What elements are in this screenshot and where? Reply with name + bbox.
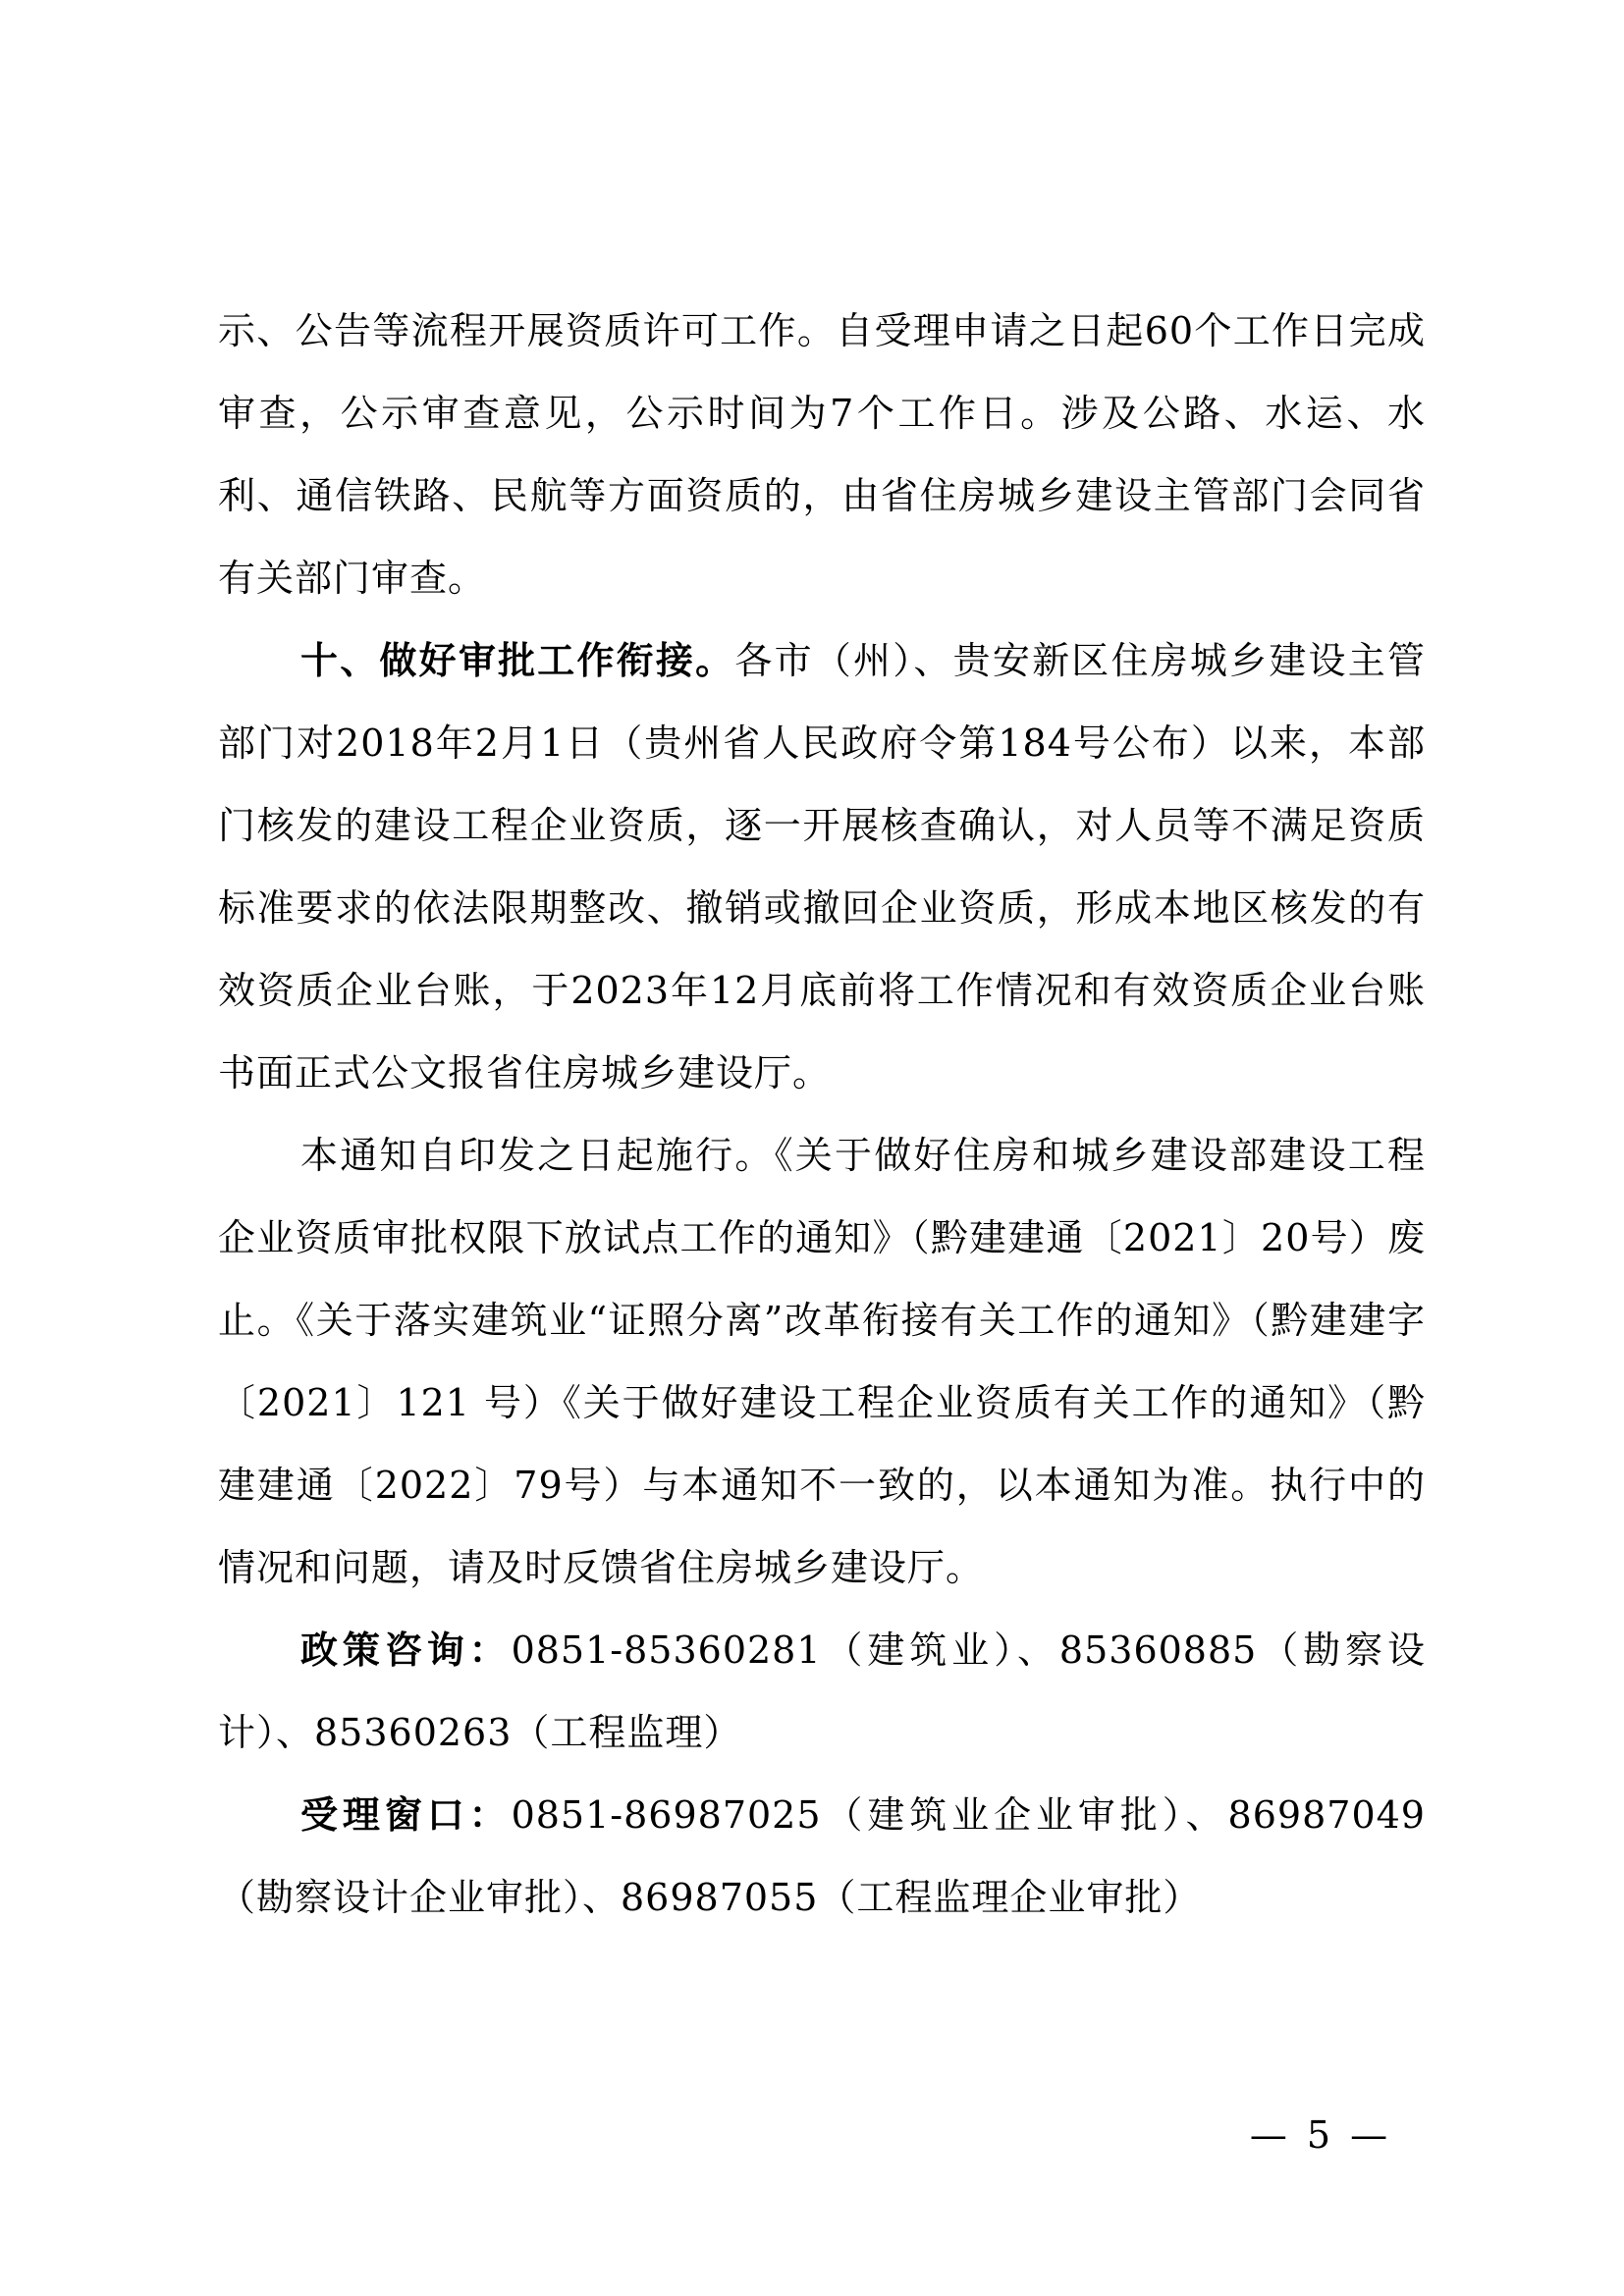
paragraph-approval-handover [218,619,1426,1114]
section-heading-ten: 十、做好审批工作衔接。 [300,639,735,682]
policy-consultation-phones: 0851-85360281（建筑业）、85360885（勘察设计）、85360263（工程监理） [218,1629,1426,1754]
paragraph-policy-consultation [218,1609,1426,1774]
page-number: — 5 — [1249,2113,1392,2157]
paragraph-effective-date: 本通知自印发之日起施行。《关于做好住房和城乡建设部建设工程企业资质审批权限下放试点工作的通知》（黔建建通〔2021〕20号）废止。《关于落实建筑业“证照分离”改革衔接有关工作的通知》（黔建建字〔2021〕121 号）《关于做好建设工程企业资质有关工作的通知》（黔建建通〔2022〕79号）与本通知不一致的，以本通知为准。执行中的情况和问题，请及时反馈省住房城乡建设厅。 [218,1134,1426,1589]
paragraph-continuation: 示、公告等流程开展资质许可工作。自受理申请之日起60个工作日完成审查，公示审查意见，公示时间为7个工作日。涉及公路、水运、水利、通信铁路、民航等方面资质的，由省住房城乡建设主管部门会同省有关部门审查。 [218,309,1426,600]
document-body [218,290,1426,1939]
paragraph-acceptance-window [218,1774,1426,1939]
policy-consultation-label: 政策咨询： [300,1629,512,1672]
acceptance-window-phones: 0851-86987025（建筑业企业审批）、86987049（勘察设计企业审批）、86987055（工程监理企业审批） [218,1793,1426,1919]
acceptance-window-label: 受理窗口： [300,1793,512,1837]
paragraph-approval-handover-text: 各市（州）、贵安新区住房城乡建设主管部门对2018年2月1日（贵州省人民政府令第184号公布）以来，本部门核发的建设工程企业资质，逐一开展核查确认，对人员等不满足资质标准要求的依法限期整改、撤销或撤回企业资质，形成本地区核发的有效资质企业台账，于2023年12月底前将工作情况和有效资质企业台账书面正式公文报省住房城乡建设厅。 [218,639,1426,1095]
